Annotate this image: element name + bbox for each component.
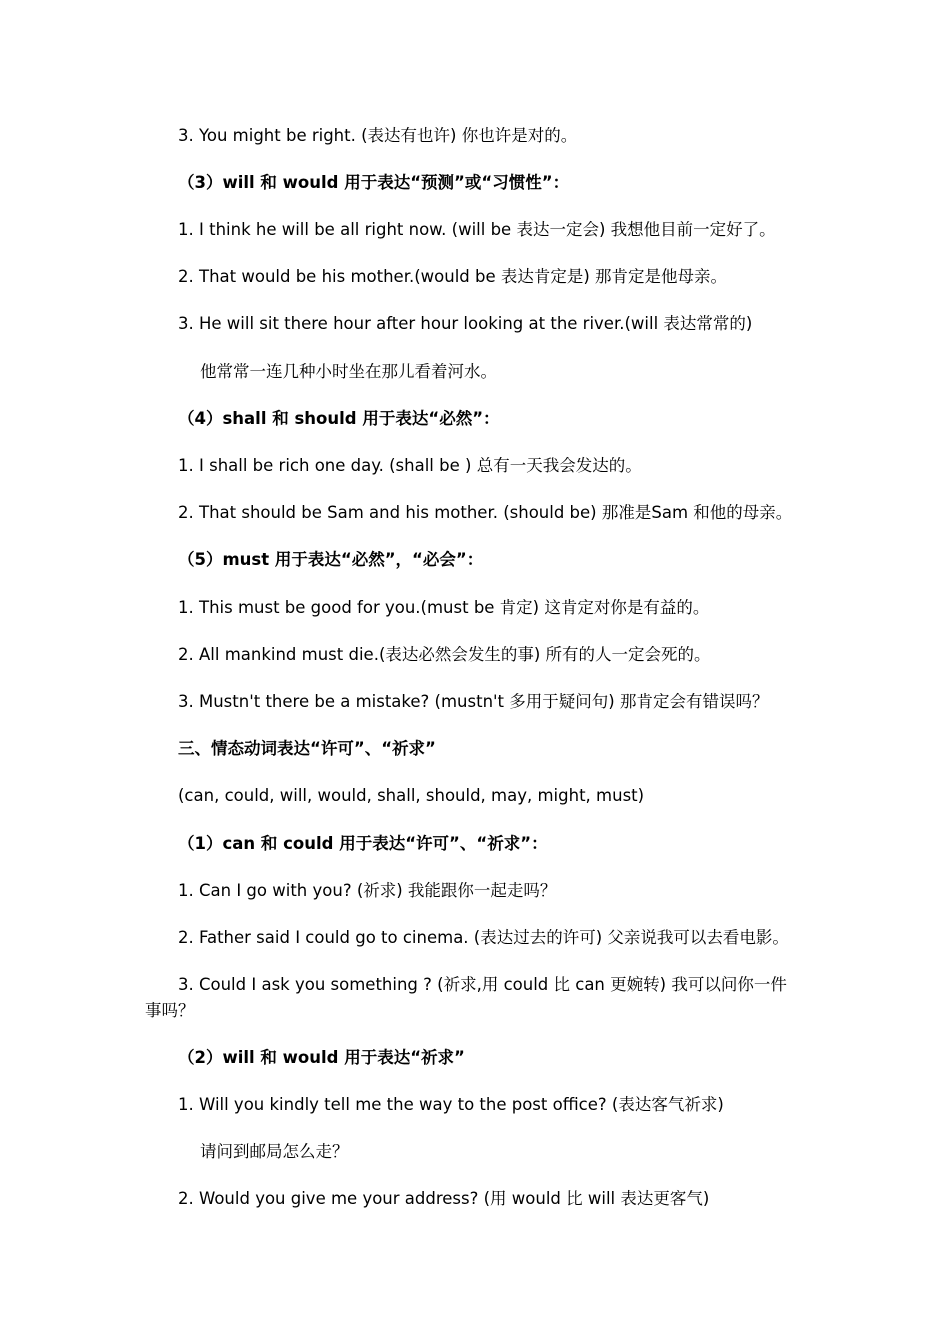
- paragraph: 3. Could I ask you something ? (祈求,用 could 比 can 更婉转) 我可以问你一件: [178, 975, 787, 994]
- paragraph-continuation: 事吗？: [145, 1001, 195, 1020]
- section-heading: （3）will 和 would 用于表达“预测”或“习惯性”：: [178, 173, 570, 192]
- paragraph: 1. This must be good for you.(must be 肯定) 这肯定对你是有益的。: [178, 598, 710, 617]
- paragraph: 3. Mustn't there be a mistake? (mustn't 多用于疑问句) 那肯定会有错误吗？: [178, 692, 769, 711]
- paragraph: 1. Will you kindly tell me the way to the post office? (表达客气祈求): [178, 1095, 724, 1114]
- paragraph-translation: 请问到邮局怎么走？: [200, 1142, 349, 1161]
- paragraph: 1. I shall be rich one day. (shall be ) 总有一天我会发达的。: [178, 456, 642, 475]
- paragraph: 2. All mankind must die.(表达必然会发生的事) 所有的人一定会死的。: [178, 645, 711, 664]
- paragraph: 3. You might be right. (表达有也许) 你也许是对的。: [178, 126, 578, 145]
- paragraph: 2. Father said I could go to cinema. (表达过去的许可) 父亲说我可以去看电影。: [178, 928, 789, 947]
- section-heading: （2）will 和 would 用于表达“祈求”: [178, 1048, 465, 1067]
- paragraph: 1. I think he will be all right now. (will be 表达一定会) 我想他目前一定好了。: [178, 220, 776, 239]
- chapter-heading: 三、情态动词表达“许可”、“祈求”: [178, 739, 436, 758]
- paragraph: 2. That should be Sam and his mother. (should be) 那准是Sam 和他的母亲。: [178, 503, 793, 522]
- paragraph: 2. That would be his mother.(would be 表达肯定是) 那肯定是他母亲。: [178, 267, 728, 286]
- paragraph: 1. Can I go with you? (祈求) 我能跟你一起走吗？: [178, 881, 557, 900]
- paragraph-translation: 他常常一连几种小时坐在那儿看着河水。: [200, 362, 497, 381]
- section-heading: （1）can 和 could 用于表达“许可”、“祈求”：: [178, 834, 548, 853]
- paragraph: (can, could, will, would, shall, should, may, might, must): [178, 786, 645, 805]
- section-heading: （4）shall 和 should 用于表达“必然”：: [178, 409, 500, 428]
- paragraph: 3. He will sit there hour after hour looking at the river.(will 表达常常的): [178, 314, 753, 333]
- paragraph: 2. Would you give me your address? (用 would 比 will 表达更客气): [178, 1189, 710, 1208]
- section-heading: （5）must 用于表达“必然”，“必会”：: [178, 550, 484, 569]
